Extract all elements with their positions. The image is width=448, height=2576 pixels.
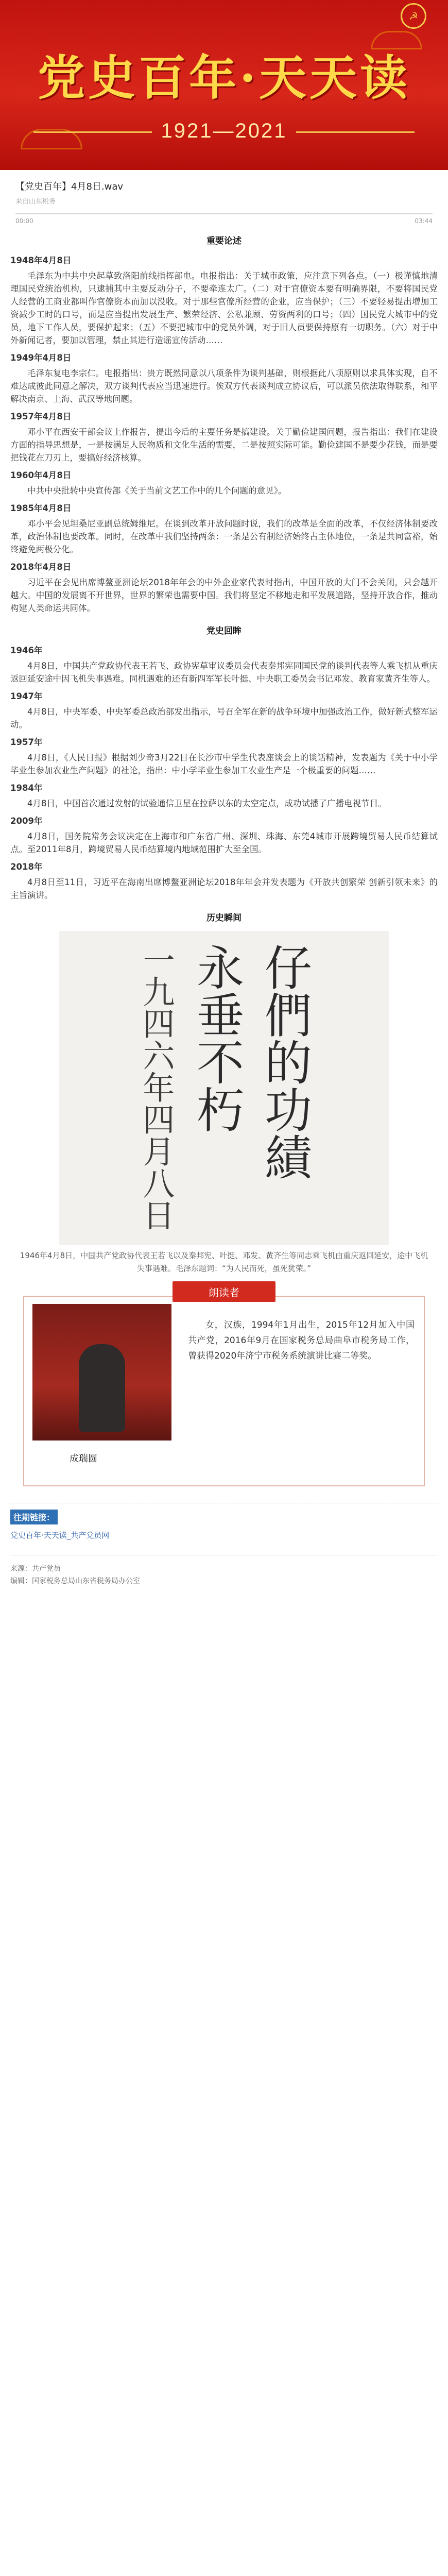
audio-source: 来自山东税务 — [15, 198, 56, 206]
banner-years-text: 1921—2021 — [161, 120, 287, 142]
entry-date: 1949年4月8日 — [10, 353, 72, 363]
history-text: 4月8日，中国共产党政协代表王若飞、政协宪草审议委员会代表秦邦宪同国民党的谈判代表等人乘飞机从重庆返回延安途中因飞机失事遇难。同机遇难的还有新四军军长叶挺、中央职工委员会书记邓发、教育家黄齐生等人。 — [10, 661, 438, 684]
history-text: 4月8日，中央军委、中央军委总政治部发出指示，号召全军在新的战争环境中加强政治工作，做好新式整军运动。 — [10, 707, 438, 730]
history-text: 4月8日，国务院常务会议决定在上海市和广东省广州、深圳、珠海、东莞4城市开展跨境贸易人民币结算试点。至2011年8月，跨境贸易人民币结算境内地域范围扩大至全国。 — [10, 832, 438, 854]
entry-date: 2018年4月8日 — [10, 562, 72, 572]
calligraphy-column: 一九四六年四月八日 — [137, 943, 175, 1231]
audio-progress-bar[interactable] — [15, 213, 433, 214]
history-date: 2009年 — [10, 816, 43, 826]
audio-player[interactable] — [15, 179, 433, 225]
footer-editor: 编辑：国家税务总局山东省税务局办公室 — [10, 1577, 140, 1585]
calligraphy-image — [59, 931, 389, 1245]
links-title: 往期链接： — [10, 1510, 58, 1524]
reader-label: 朗读者 — [173, 1281, 275, 1302]
photo-caption: 1946年4月8日，中国共产党政协代表王若飞以及秦邦宪、叶挺、邓发、黄齐生等同志乘飞机由重庆返回延安，途中飞机失事遇难。毛泽东题词：“为人民而死，虽死犹荣。” — [20, 1251, 428, 1273]
history-date: 1957年 — [10, 737, 43, 747]
entry-date: 1948年4月8日 — [10, 256, 72, 265]
previous-links — [10, 1510, 438, 1540]
section-heading-moment: 历史瞬间 — [206, 913, 242, 923]
reader-card — [23, 1281, 425, 1487]
entry-date: 1960年4月8日 — [10, 470, 72, 480]
banner-title: 党史百年·天天读 — [37, 50, 411, 106]
banner — [0, 0, 448, 170]
audio-times — [15, 217, 433, 225]
entry-text: 邓小平在西安干部会议上作报告，提出今后的主要任务是搞建设。关于勤俭建国问题，报告指出：我们在建设方面的指导思想是，一是按满足人民物质和文化生活的需要，二是按照实际可能。勤俭建国不是要少花钱，而是要把钱花在刀刃上，要搞好经济核算。 — [10, 427, 438, 463]
history-text: 4月8日至11日，习近平在海南出席博鳌亚洲论坛2018年年会并发表题为《开放共创繁荣 创新引领未来》的主旨演讲。 — [10, 877, 438, 900]
calligraphy-column: 永垂不朽 — [189, 943, 244, 1133]
entry-text: 邓小平会见坦桑尼亚副总统姆维尼。在谈到改革开放问题时说，我们的改革是全面的改革，不仅经济体制要改革，政治体制也要改革。同时，在改革中我们坚持两条：一条是公有制经济始终占主体地位，一条是共同富裕，始终避免两极分化。 — [10, 519, 438, 554]
history-date: 2018年 — [10, 862, 43, 872]
entry-text: 习近平在会见出席博鳌亚洲论坛2018年年会的中外企业家代表时指出，中国开放的大门不会关闭，只会越开越大。中国的发展离不开世界，世界的繁荣也需要中国。我们将坚定不移地走和平发展道路，坚持开放合作，推动构建人类命运共同体。 — [10, 578, 438, 613]
entry-date: 1957年4月8日 — [10, 412, 72, 421]
footer-source: 来源：共产党员 — [10, 1565, 61, 1573]
history-text: 4月8日，《人民日报》根据刘少奇3月22日在长沙市中学生代表座谈会上的谈话精神，发表题为《关于中小学毕业生参加农业生产问题》的社论，指出：中小学毕业生参加工农业生产是一个极重要的问题…… — [10, 753, 438, 775]
link-item[interactable]: 党史百年·天天读_共产党员网 — [10, 1531, 110, 1540]
entry-date: 1985年4月8日 — [10, 503, 72, 513]
entry-text: 中共中央批转中央宣传部《关于当前文艺工作中的几个问题的意见》。 — [27, 486, 287, 496]
banner-years — [0, 120, 448, 143]
entry-text: 毛泽东复电李宗仁。电报指出：贵方既然同意以八项条件为谈判基础，则根据此八项原则以求具体实现，自不难达成彼此同意之解决，双方谈判代表应当迅速进行。俟双方代表谈判成立协议后，可以派员依法取得联系，和平解决南京、上海、武汉等地问题。 — [10, 368, 438, 404]
audio-total-time: 03:44 — [415, 217, 433, 225]
section-heading-important: 重要论述 — [206, 236, 242, 246]
party-emblem-icon: ☭ — [401, 3, 426, 29]
reader-figure — [79, 1344, 125, 1432]
article — [10, 235, 438, 1275]
reader-header — [23, 1281, 425, 1306]
history-date: 1946年 — [10, 646, 43, 655]
history-date: 1984年 — [10, 783, 43, 793]
calligraphy-column: 仔們的功績 — [257, 943, 312, 1180]
banner-line-right — [296, 131, 415, 133]
footer — [10, 1555, 438, 1587]
reader-name: 成瑞圆 — [70, 1453, 97, 1464]
history-text: 4月8日，中国首次通过发射的试验通信卫星在拉萨以东的太空定点，成功试播了广播电视节目。 — [27, 799, 387, 808]
audio-current-time: 00:00 — [15, 217, 33, 225]
entry-text: 毛泽东为中共中央起草致洛阳前线指挥部电。电报指出：关于城市政策，应注意下列各点。（一）极谨慎地清理国民党统治机构，只逮捕其中主要反动分子，不要牵连太广。（二）对于官僚资本要有明确界限，不要将国民党人经营的工商业都叫作官僚资本而加以没收。对于那些官僚所经营的企业，应当保护；（三）不要轻易提出增加工资减少工时的口号，而是应当提出发展生产、繁荣经济、公私兼顾、劳资两利的口号；（四）国民党大城市中的党员，地下工作人员，要保护起来；（五）不要把城市中的党员外调，对于旧人员要保持原有一切职务。（六）对于中外新闻记者，要加以管理，禁止其进行造谣宣传活动…… — [10, 271, 438, 345]
section-heading-history: 党史回眸 — [206, 626, 242, 636]
reader-bio: 女，汉族，1994年1月出生，2015年12月加入中国共产党，2016年9月在国家税务总局曲阜市税务局工作，曾获得2020年济宁市税务系统演讲比赛二等奖。 — [188, 1320, 415, 1361]
audio-title: 【党史百年】4月8日.wav — [15, 181, 124, 192]
reader-photo — [32, 1304, 171, 1440]
banner-line-left — [33, 131, 152, 133]
history-date: 1947年 — [10, 691, 43, 701]
